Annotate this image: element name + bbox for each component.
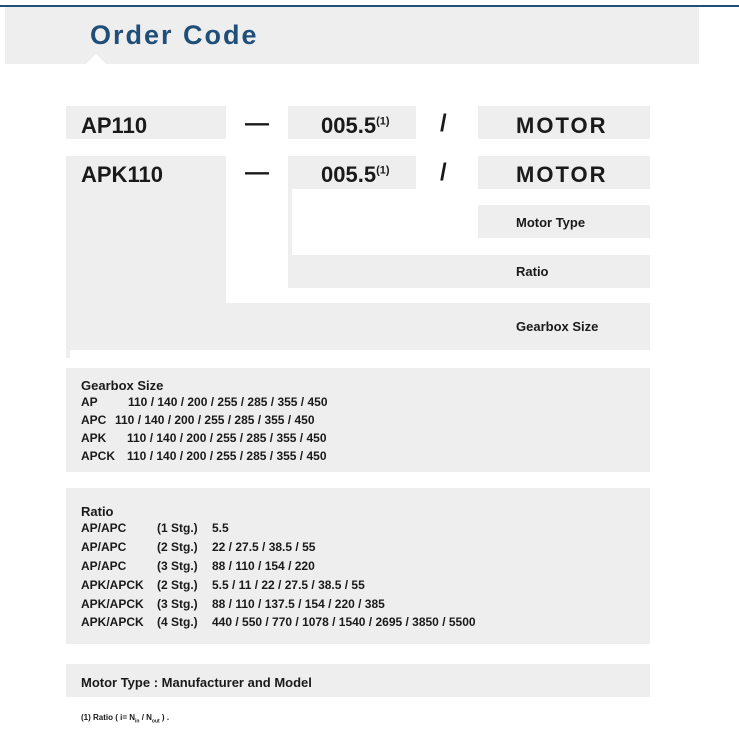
ratio-series: AP/APC bbox=[81, 559, 127, 573]
slash-separator: / bbox=[440, 110, 447, 137]
footnote-suffix: ) . bbox=[159, 713, 170, 722]
ratio-band bbox=[288, 255, 650, 288]
ratio-note: (1) bbox=[376, 115, 390, 128]
title-notch bbox=[86, 54, 106, 64]
gearbox-sizes: 110 / 140 / 200 / 255 / 285 / 355 / 450 bbox=[128, 395, 328, 409]
gearbox-series: APK bbox=[81, 431, 107, 445]
gearbox-sizes: 110 / 140 / 200 / 255 / 285 / 355 / 450 bbox=[127, 449, 327, 463]
footnote-sub-out: out bbox=[151, 718, 160, 725]
ratio-values: 22 / 27.5 / 38.5 / 55 bbox=[212, 540, 316, 554]
dash-separator: — bbox=[245, 110, 269, 137]
ratio-stages: (3 Stg.) bbox=[157, 559, 198, 573]
motor-type-label: Motor Type bbox=[516, 215, 586, 230]
slash-separator: / bbox=[440, 159, 447, 186]
ratio-code bbox=[321, 113, 390, 139]
ratio-code bbox=[321, 162, 390, 188]
ratio-values: 5.5 / 11 / 22 / 27.5 / 38.5 / 55 bbox=[212, 578, 365, 592]
ratio-series: APK/APCK bbox=[81, 578, 144, 592]
ratio-value: 005.5 bbox=[321, 113, 377, 138]
ratio-stages: (2 Stg.) bbox=[157, 578, 198, 592]
footnote-mid: / N bbox=[139, 713, 152, 722]
ratio-column bbox=[288, 189, 292, 255]
model-code: AP110 bbox=[81, 113, 148, 138]
model-code: APK110 bbox=[81, 162, 163, 187]
ratio-stages: (1 Stg.) bbox=[157, 521, 198, 535]
gearbox-series: APCK bbox=[81, 449, 116, 463]
ratio-values: 88 / 110 / 137.5 / 154 / 220 / 385 bbox=[212, 597, 385, 611]
separator-strip bbox=[66, 350, 70, 358]
gearbox-series: APC bbox=[81, 413, 107, 427]
footnote bbox=[81, 713, 169, 725]
footnote-prefix: (1) Ratio ( i= N bbox=[81, 713, 136, 722]
gearbox-sizes: 110 / 140 / 200 / 255 / 285 / 355 / 450 bbox=[115, 413, 315, 427]
footnote-sub-in: in bbox=[135, 718, 140, 725]
ratio-series: AP/APC bbox=[81, 540, 127, 554]
ratio-stages: (4 Stg.) bbox=[157, 615, 198, 629]
ratio-heading: Ratio bbox=[81, 504, 114, 519]
ratio-value: 005.5 bbox=[321, 162, 377, 187]
ratio-stages: (2 Stg.) bbox=[157, 540, 198, 554]
gearbox-size-label: Gearbox Size bbox=[516, 319, 599, 334]
ratio-series: AP/APC bbox=[81, 521, 127, 535]
motor-code: MOTOR bbox=[516, 162, 608, 187]
ratio-values: 440 / 550 / 770 / 1078 / 1540 / 2695 / 3850 / 5500 bbox=[212, 615, 476, 629]
ratio-series: APK/APCK bbox=[81, 615, 144, 629]
gearbox-series: AP bbox=[81, 395, 98, 409]
page-title: Order Code bbox=[90, 20, 259, 50]
ratio-values: 5.5 bbox=[212, 521, 229, 535]
motor-code: MOTOR bbox=[516, 113, 608, 138]
ratio-label: Ratio bbox=[516, 264, 549, 279]
ratio-note: (1) bbox=[376, 164, 390, 177]
ratio-stages: (3 Stg.) bbox=[157, 597, 198, 611]
ratio-series: APK/APCK bbox=[81, 597, 144, 611]
gearbox-size-heading: Gearbox Size bbox=[81, 378, 164, 393]
dash-separator: — bbox=[245, 159, 269, 186]
gearbox-sizes: 110 / 140 / 200 / 255 / 285 / 355 / 450 bbox=[127, 431, 327, 445]
ratio-values: 88 / 110 / 154 / 220 bbox=[212, 559, 315, 573]
motor-type-text: Motor Type : Manufacturer and Model bbox=[81, 675, 312, 690]
